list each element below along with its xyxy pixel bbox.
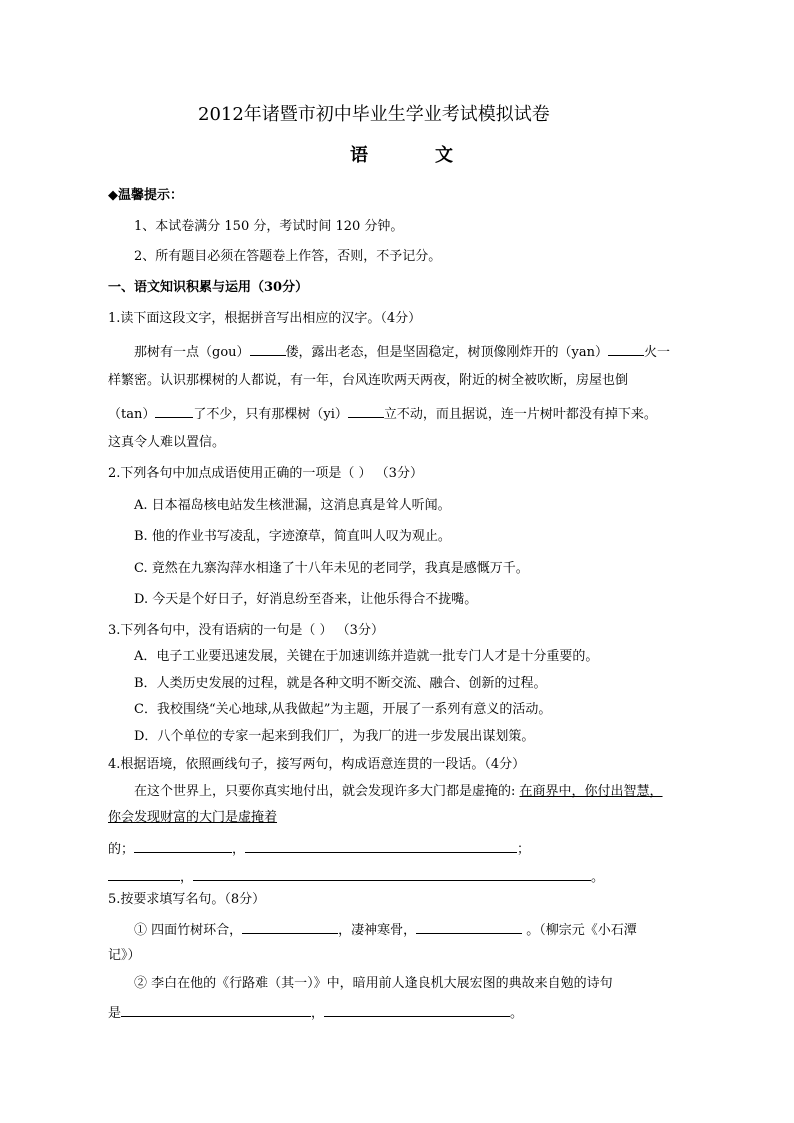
question-1-stem: 1.读下面这段文字，根据拼音写出相应的汉字。（4分） — [108, 311, 422, 326]
text-segment: 火一 — [644, 345, 671, 360]
question-4-answer-line-2 — [108, 866, 604, 887]
text-segment: （tan） — [108, 407, 156, 422]
question-4-line-1 — [134, 783, 663, 801]
answer-blank[interactable] — [348, 403, 384, 418]
subject-char-2: 文 — [435, 145, 453, 166]
text-segment: ， — [311, 1006, 325, 1021]
question-5-item-1-cont: 记》） — [108, 948, 141, 963]
question-2-option-a: A. 日本福岛核电站发生核泄漏，这消息真是耸人听闻。 — [134, 498, 451, 513]
text-segment: 的； — [108, 842, 135, 857]
answer-blank[interactable] — [155, 403, 193, 418]
text-segment: ， — [232, 842, 246, 857]
text-segment: 。 — [510, 1006, 524, 1021]
text-segment: 。（柳宗元《小石潭 — [522, 923, 637, 938]
text-segment: ； — [517, 842, 531, 857]
question-5-stem: 5.按要求填写名句。（8分） — [108, 892, 266, 907]
question-3-stem: 3.下列各句中，没有语病的一句是（ ） （3分） — [108, 623, 384, 638]
answer-blank[interactable] — [121, 1002, 311, 1017]
text-segment: ， — [180, 870, 194, 885]
tip-1: 1、本试卷满分 150 分，考试时间 120 分钟。 — [134, 219, 404, 234]
question-4-stem: 4.根据语境，依照画线句子，接写两句，构成语意连贯的一段话。（4分） — [108, 757, 526, 772]
question-2-option-d: D. 今天是个好日子，好消息纷至沓来，让他乐得合不拢嘴。 — [134, 592, 478, 607]
answer-blank[interactable] — [108, 866, 180, 881]
text-segment: 偻，露出老态，但是坚固稳定，树顶像刚炸开的（yan） — [285, 345, 608, 360]
tips-heading: ◆温馨提示： — [108, 188, 183, 203]
question-1-line-2: 样繁密。认识那棵树的人都说，有一年，台风连吹两天两夜，附近的树全被吹断，房屋也倒 — [108, 373, 629, 388]
answer-blank[interactable] — [250, 341, 286, 356]
text-segment: 在这个世界上，只要你真实地付出，就会发现许多大门都是虚掩的: — [134, 784, 520, 799]
answer-blank[interactable] — [608, 341, 644, 356]
question-5-item-1 — [134, 919, 637, 940]
subject-char-1: 语 — [350, 145, 368, 166]
question-4-answer-line-1 — [108, 838, 530, 859]
text-segment: 是 — [108, 1006, 122, 1021]
answer-blank[interactable] — [193, 866, 591, 881]
answer-blank[interactable] — [324, 1002, 510, 1017]
answer-blank[interactable] — [134, 838, 232, 853]
answer-blank[interactable] — [245, 838, 517, 853]
question-3-option-d: D．八个单位的专家一起来到我们厂，为我厂的进一步发展出谋划策。 — [134, 729, 535, 744]
question-5-item-2: ② 李白在他的《行路难（其一）》中，暗用前人逢良机大展宏图的典故来自勉的诗句 — [134, 976, 613, 991]
question-1-line-3 — [108, 403, 657, 424]
question-2-option-c: C. 竟然在九寨沟萍水相逢了十八年未见的老同学，我真是感慨万千。 — [134, 561, 529, 576]
text-segment: 。 — [591, 870, 605, 885]
page-title: 2012年诸暨市初中毕业生学业考试模拟试卷 — [198, 104, 550, 125]
underlined-example: 在商界中，你付出智慧， — [519, 784, 663, 799]
question-2-option-b: B. 他的作业书写凌乱，字迹潦草，简直叫人叹为观止。 — [134, 529, 451, 544]
question-1-line-4: 这真令人难以置信。 — [108, 435, 226, 450]
text-segment: ① 四面竹树环合， — [134, 923, 243, 938]
text-segment: 立不动，而且据说，连一片树叶都没有掉下来。 — [383, 407, 657, 422]
answer-blank[interactable] — [242, 919, 338, 934]
question-5-item-2-answer — [108, 1002, 523, 1023]
text-segment: 了不少，只有那棵树（yi） — [193, 407, 348, 422]
section-1-heading: 一、语文知识积累与运用（30分） — [108, 280, 309, 295]
text-segment: ，凄神寒骨， — [338, 923, 417, 938]
question-3-option-b: B．人类历史发展的过程，就是各种文明不断交流、融合、创新的过程。 — [134, 676, 547, 691]
question-2-stem: 2.下列各句中加点成语使用正确的一项是（ ） （3分） — [108, 466, 423, 481]
question-3-option-c: C．我校围绕“关心地球,从我做起”为主题，开展了一系列有意义的活动。 — [134, 702, 552, 717]
question-1-line-1 — [134, 341, 670, 362]
text-segment: 那树有一点（gou） — [134, 345, 250, 360]
question-3-option-a: A．电子工业要迅速发展，关键在于加速训练并造就一批专门人才是十分重要的。 — [134, 649, 599, 664]
underlined-example-continued: 你会发现财富的大门是虚掩着 — [108, 810, 278, 825]
answer-blank[interactable] — [416, 919, 522, 934]
tip-2: 2、所有题目必须在答题卷上作答，否则，不予记分。 — [134, 249, 442, 264]
